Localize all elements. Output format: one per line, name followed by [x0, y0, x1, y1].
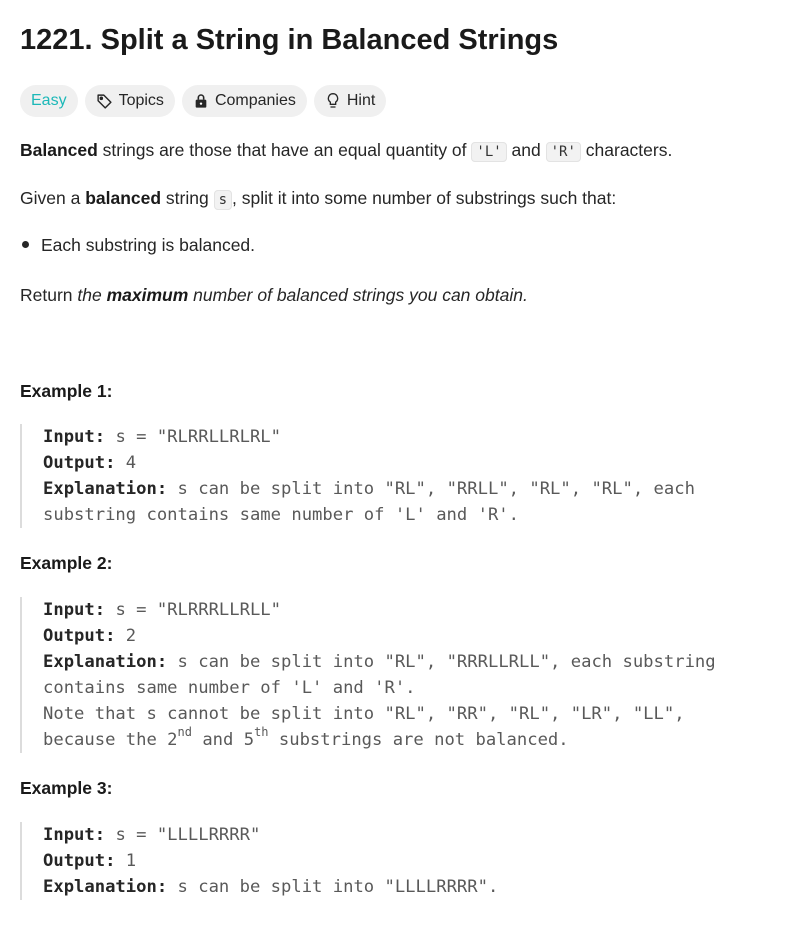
topics-button[interactable] [85, 85, 175, 117]
example-2-block [20, 597, 716, 753]
input-value: s = "LLLLRRRR" [105, 825, 261, 845]
example-2-heading: Example 2: [20, 553, 113, 573]
list-item [20, 235, 255, 256]
note-text: substrings are not balanced. [268, 730, 569, 750]
text: and [506, 140, 546, 160]
example-1-block [20, 424, 695, 528]
note-text: because the 2 [43, 730, 178, 750]
topics-label: Topics [118, 92, 164, 109]
superscript: nd [177, 725, 192, 740]
text: Return [20, 285, 78, 305]
output-label: Output: [43, 453, 116, 473]
explanation-text: s can be split into "RL", "RRLL", "RL", "RL", each [167, 479, 695, 499]
input-label: Input: [43, 427, 106, 447]
output-value: 1 [115, 851, 137, 871]
text: characters. [580, 140, 673, 160]
example-3-heading: Example 3: [20, 778, 113, 798]
inline-code: s [214, 190, 232, 210]
superscript: th [254, 725, 269, 740]
inline-code: 'R' [546, 142, 581, 162]
text: Given a [20, 188, 86, 208]
input-label: Input: [43, 600, 106, 620]
output-label: Output: [43, 851, 116, 871]
output-value: 4 [115, 453, 137, 473]
input-value: s = "RLRRRLLRLL" [105, 600, 282, 620]
companies-button[interactable] [182, 85, 307, 117]
text: , split it into some number of substrings such that: [232, 188, 617, 208]
text: string [161, 188, 214, 208]
return-paragraph [20, 285, 528, 306]
explanation-label: Explanation: [43, 877, 168, 897]
bullet-dot [22, 241, 29, 248]
example-1-heading: Example 1: [20, 381, 113, 401]
companies-label: Companies [214, 92, 296, 109]
explanation-text: substring contains same number of 'L' and 'R'. [43, 505, 519, 525]
note-text: and 5 [191, 730, 255, 750]
bold-italic-text: maximum [106, 285, 189, 305]
explanation-label: Explanation: [43, 652, 168, 672]
input-label: Input: [43, 825, 106, 845]
task-paragraph [20, 188, 616, 209]
hint-label: Hint [346, 92, 376, 109]
italic-text: number of balanced strings you can obtain. [188, 285, 528, 305]
lock-icon [193, 93, 209, 109]
explanation-label: Explanation: [43, 479, 168, 499]
definition-paragraph [20, 140, 672, 161]
text: strings are those that have an equal quantity of [97, 140, 472, 160]
hint-button[interactable] [314, 85, 386, 117]
bold-text: balanced [85, 188, 162, 208]
explanation-text: s can be split into "LLLLRRRR". [167, 877, 499, 897]
note-text: Note that s cannot be split into "RL", "RR", "RL", "LR", "LL", [43, 704, 685, 724]
list-item-text: Each substring is balanced. [41, 235, 256, 255]
difficulty-badge[interactable]: Easy [20, 85, 78, 117]
input-value: s = "RLRRLLRLRL" [105, 427, 282, 447]
problem-title: 1221. Split a String in Balanced Strings [20, 24, 559, 56]
explanation-text: s can be split into "RL", "RRRLLRLL", each substring [167, 652, 716, 672]
tag-bar [20, 85, 386, 117]
italic-text: the [77, 285, 107, 305]
inline-code: 'L' [471, 142, 506, 162]
bold-text: Balanced [20, 140, 98, 160]
output-value: 2 [115, 626, 137, 646]
output-label: Output: [43, 626, 116, 646]
explanation-text: contains same number of 'L' and 'R'. [43, 678, 416, 698]
example-3-block [20, 822, 498, 900]
lightbulb-icon [325, 92, 341, 110]
tag-icon [96, 93, 113, 110]
